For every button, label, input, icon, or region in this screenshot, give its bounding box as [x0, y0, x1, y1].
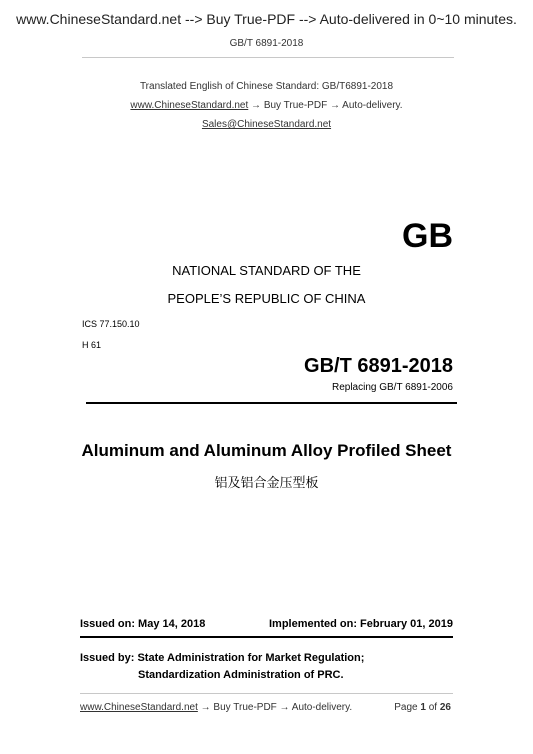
title-divider	[86, 402, 457, 404]
national-standard-line2: PEOPLE’S REPUBLIC OF CHINA	[167, 291, 366, 306]
header-standard-code: GB/T 6891-2018	[229, 38, 304, 49]
translation-line: Translated English of Chinese Standard: GB/T6891-2018	[139, 81, 394, 92]
footer-site-link[interactable]: www.ChineseStandard.net	[80, 702, 198, 713]
header-divider	[82, 57, 454, 58]
ccs-code: H 61	[82, 340, 102, 350]
issued-by-line1: Issued by: State Administration for Market Regulation;	[80, 652, 365, 664]
title-english: Aluminum and Aluminum Alloy Profiled Sheet	[81, 441, 452, 460]
email-link[interactable]: Sales@ChineseStandard.net	[201, 119, 332, 130]
page-total: 26	[439, 702, 451, 713]
page-label: Page	[394, 702, 418, 713]
issued-on: Issued on: May 14, 2018	[80, 618, 206, 630]
national-standard-line1: NATIONAL STANDARD OF THE	[172, 263, 361, 278]
footer-buy-text: → Buy True-PDF → Auto-delivery.	[200, 702, 353, 713]
standard-code: GB/T 6891-2018	[304, 355, 453, 377]
page-indicator	[394, 702, 451, 713]
ics-code: ICS 77.150.10	[82, 319, 140, 329]
implemented-on: Implemented on: February 01, 2019	[268, 618, 453, 630]
footer-left	[80, 702, 352, 713]
page-number: 1	[420, 702, 426, 713]
gb-mark: GB	[402, 217, 453, 255]
of-label: of	[428, 702, 438, 713]
email-line	[0, 119, 533, 130]
translation-link-line	[0, 100, 533, 111]
issued-by-line2: Standardization Administration of PRC.	[138, 669, 344, 681]
buy-text: → Buy True-PDF → Auto-delivery.	[251, 100, 403, 111]
site-link[interactable]: www.ChineseStandard.net	[130, 100, 249, 111]
footer-divider	[80, 693, 453, 694]
replacing-text: Replacing GB/T 6891-2006	[331, 382, 453, 393]
title-chinese: 铝及铝合金压型板	[214, 475, 319, 490]
banner-text: www.ChineseStandard.net --> Buy True-PDF --> Auto-delivered in 0~10 minutes.	[16, 11, 517, 27]
issue-divider	[80, 636, 453, 638]
